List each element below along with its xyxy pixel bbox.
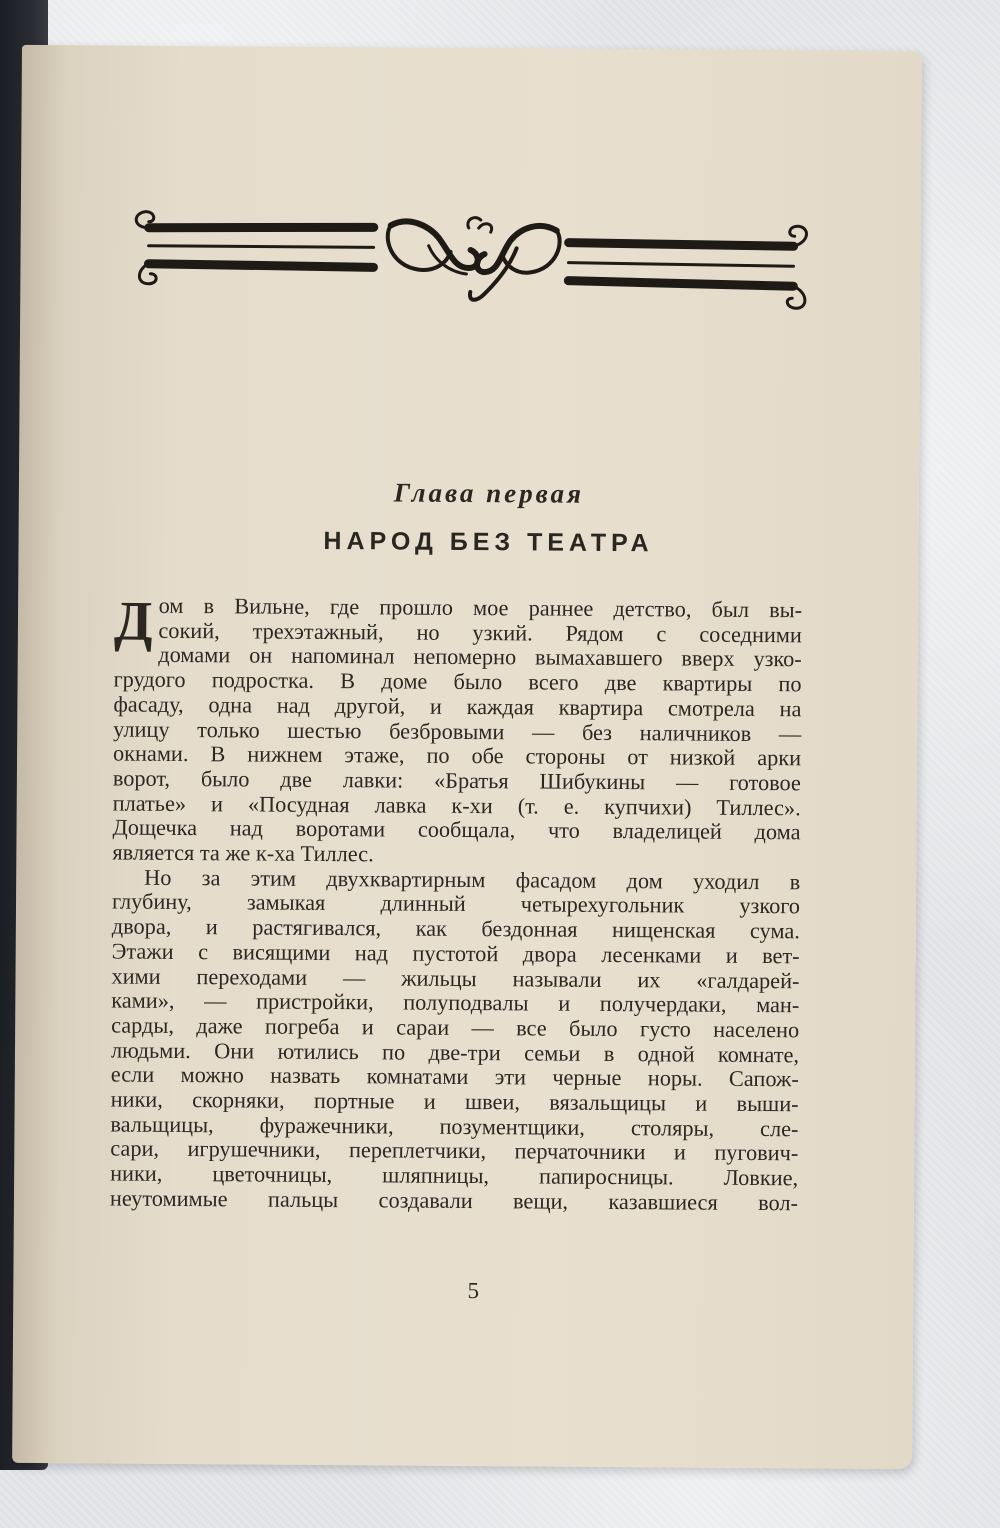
text-line: ники, цветочницы, шляпницы, папиросницы. Ловкие, [110,1160,799,1191]
text-line: улицу только шестью безбровыми — без наличников — [113,716,802,746]
page-number: 5 [467,1277,480,1304]
text-line: сокий, трехэтажный, но узкий. Рядом с соседними [158,617,803,648]
text-line: Дощечка над воротами сообщала, что владелицей дома [112,814,801,845]
drop-cap: Д [113,590,153,653]
text-line: домами он напоминал непомерно вымахавшего вверх узко- [158,642,802,672]
text-line: неутомимые пальцы создавали вещи, казавшиеся вол- [109,1185,799,1216]
text-line: ками», — пристройки, полуподвалы и получердаки, ман- [111,987,800,1018]
text-line: сари, игрушечники, переплетчики, перчаточники и пугович- [110,1135,799,1166]
text-line: сарды, даже погреба и сараи — все было густо населено [111,1012,800,1043]
text-line: грудого подростка. В доме было всего две квартиры по [113,666,802,697]
text-line: ники, скорняки, портные и швеи, вязальщицы и выши- [110,1086,799,1117]
text-line: ворот, было две лавки: «Братья Шибукины — готовое [112,765,801,796]
text-line: фасаду, одна над другой, и каждая квартира смотрела на [113,691,802,722]
book-page [12,45,922,1469]
body-text [109,590,803,1216]
text-line: ом в Вильне, где прошло мое раннее детство, был вы- [158,592,803,623]
text-line: глубину, замыкая длинный четырехугольник узкого [111,888,801,919]
text-line: двора, и растягивался, как бездонная нищенская сума. [111,913,800,944]
text-line: окнами. В нижнем этаже, по обе стороны от низкой арки [112,740,802,771]
chapter-title: НАРОД БЕЗ ТЕАТРА [323,526,654,558]
text-line: вальщицы, фуражечники, позументщики, столяры, сле- [110,1111,799,1142]
text-line: является та же к-ха Тиллес. [112,839,374,867]
decorative-headpiece [128,166,819,331]
text-line: хими переходами — жильцы называли их «галдарей- [111,963,800,993]
chapter-subtitle: Глава первая [393,477,585,509]
text-line: людьми. Они ютились по две-три семьи в одной комнате, [110,1037,800,1067]
text-line: Этажи с висящими над пустотой двора лесенками и вет- [111,938,800,969]
text-line: Но за этим двухквартирным фасадом дом уходил в [144,864,801,895]
text-line: платье» и «Посудная лавка к-хи (т. е. купчихи) Тиллес». [112,790,801,820]
text-line: если можно назвать комнатами эти черные норы. Сапож- [110,1061,799,1092]
